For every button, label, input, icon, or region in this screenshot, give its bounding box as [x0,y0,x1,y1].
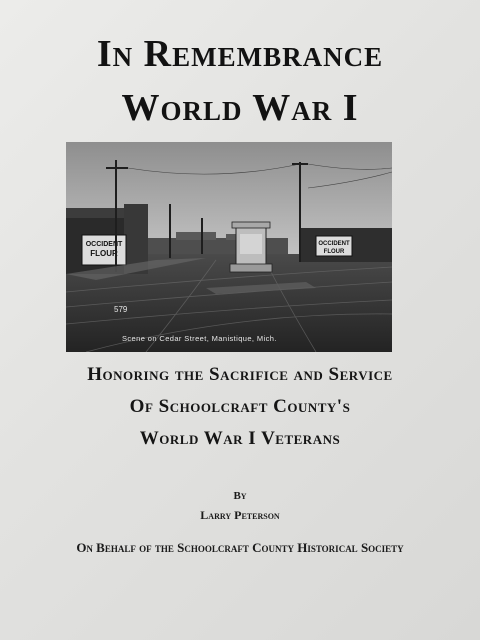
subtitle-line2: Of Schoolcraft County's [129,396,351,417]
subtitle-line3: World War I Veterans [139,428,341,449]
by-label: By [233,490,247,502]
cover-title-line1: In Remembrance [96,33,384,75]
photo-number: 579 [114,305,128,314]
right-billboard-line1: OCCIDENT [318,241,350,247]
right-billboard-line2: FLOUR [323,249,345,255]
subtitle-line1: Honoring the Sacrifice and Service [87,364,393,385]
author-name: Larry Peterson [200,508,280,522]
cover-photo [66,142,392,352]
left-billboard-line2: FLOUR [90,249,118,258]
left-billboard-line1: OCCIDENT [85,241,123,248]
behalf-line: On Behalf of the Schoolcraft County Historical Society [76,540,404,555]
street-scene-photo [66,142,392,352]
cover-title-line2: World War I [121,87,359,129]
photo-caption: Scene on Cedar Street, Manistique, Mich. [122,334,277,343]
